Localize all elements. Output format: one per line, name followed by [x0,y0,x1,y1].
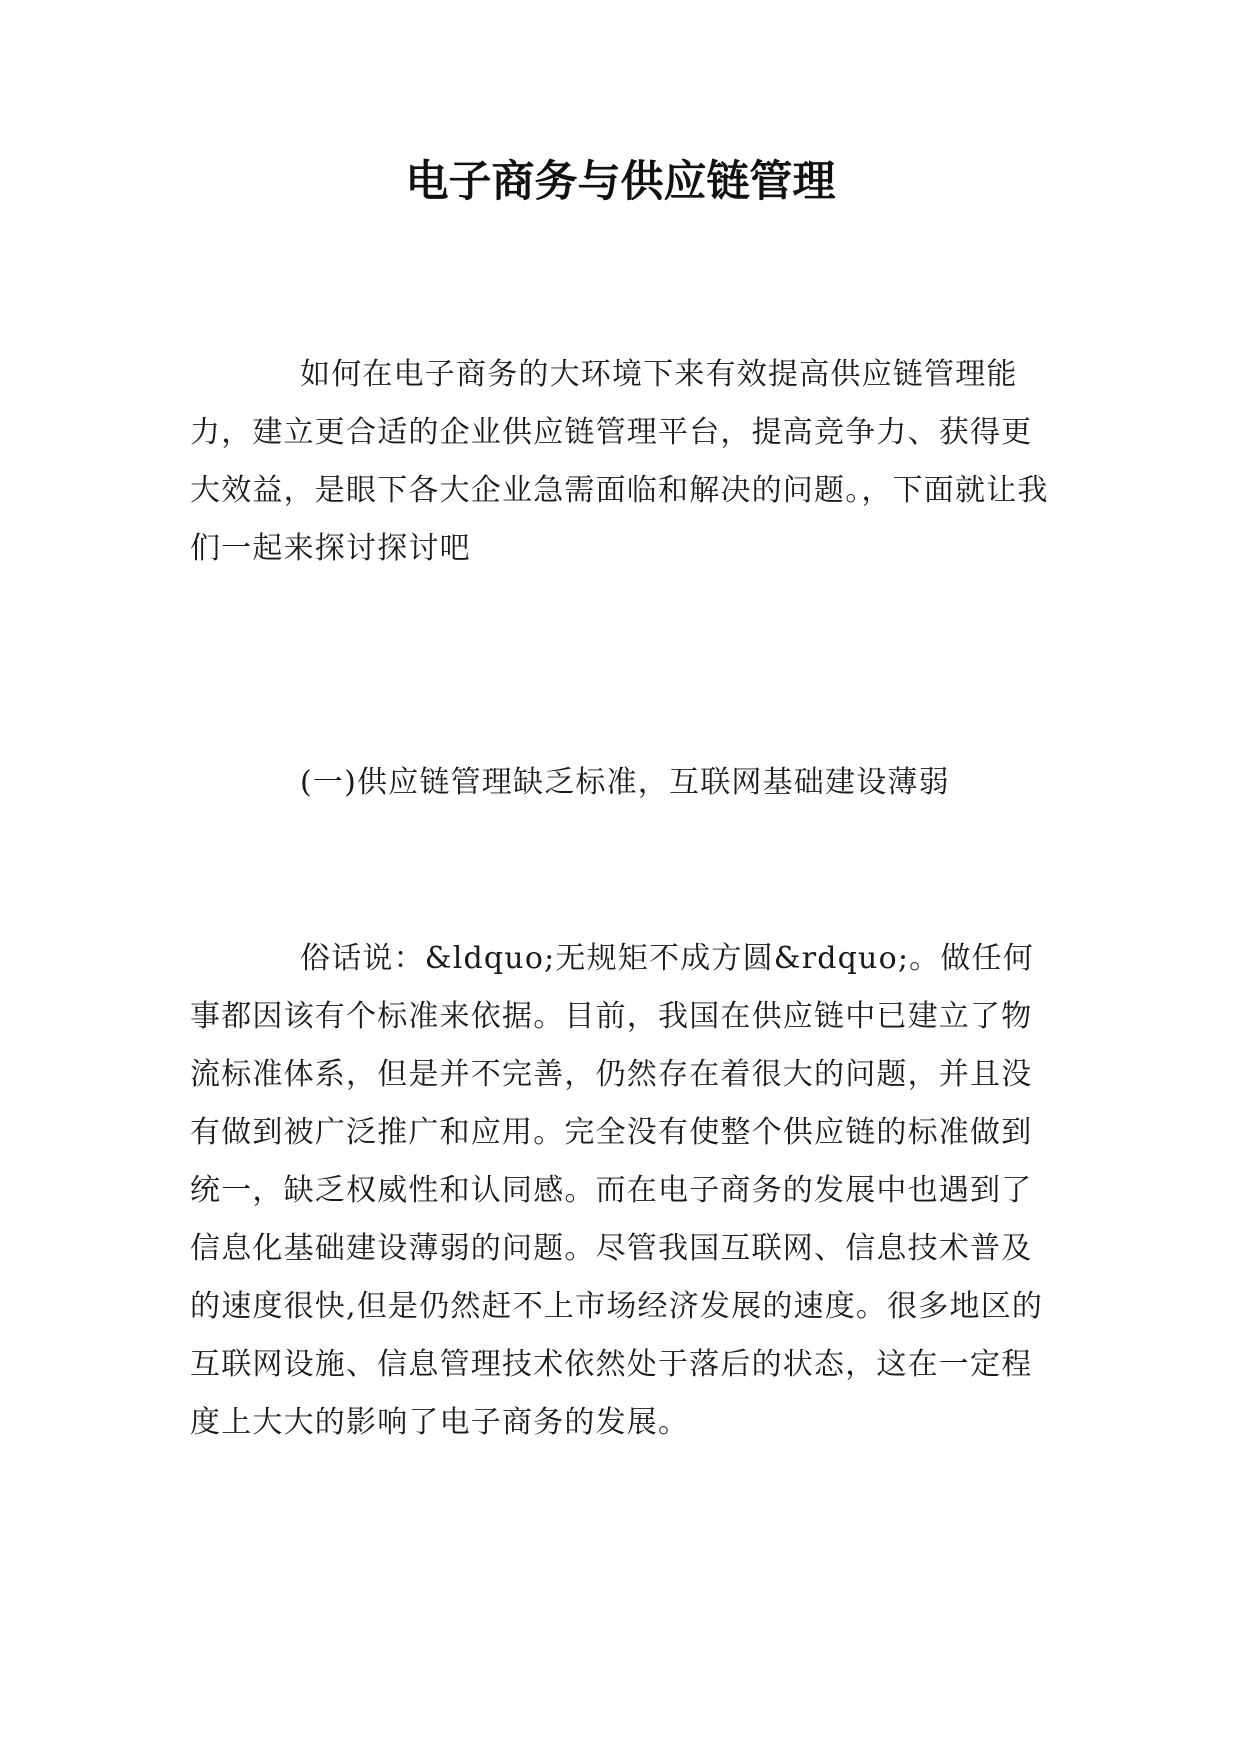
document-title: 电子商务与供应链管理 [405,157,836,207]
body-paragraph: 俗话说：&ldquo;无规矩不成方圆&rdquo;。做任何事都因该有个标准来依据。目前，我国在供应链中已建立了物流标准体系，但是并不完善，仍然存在着很大的问题，并且没有做到被广泛推广和应用。完全没有使整个供应链的标准做到统一，缺乏权威性和认同感。而在电子商务的发展中也遇到了信息化基础建设薄弱的问题。尽管我国互联网、信息技术普及的速度很快,但是仍然赶不上市场经济发展的速度。很多地区的互联网设施、信息管理技术依然处于落后的状态，这在一定程度上大大的影响了电子商务的发展。 [190,941,1044,1440]
section-heading: (一)供应链管理缺乏标准，互联网基础建设薄弱 [300,765,950,800]
intro-paragraph: 如何在电子商务的大环境下来有效提高供应链管理能力，建立更合适的企业供应链管理平台，提高竞争力、获得更大效益，是眼下各大企业急需面临和解决的问题。，下面就让我们一起来探讨探讨吧 [190,357,1049,566]
